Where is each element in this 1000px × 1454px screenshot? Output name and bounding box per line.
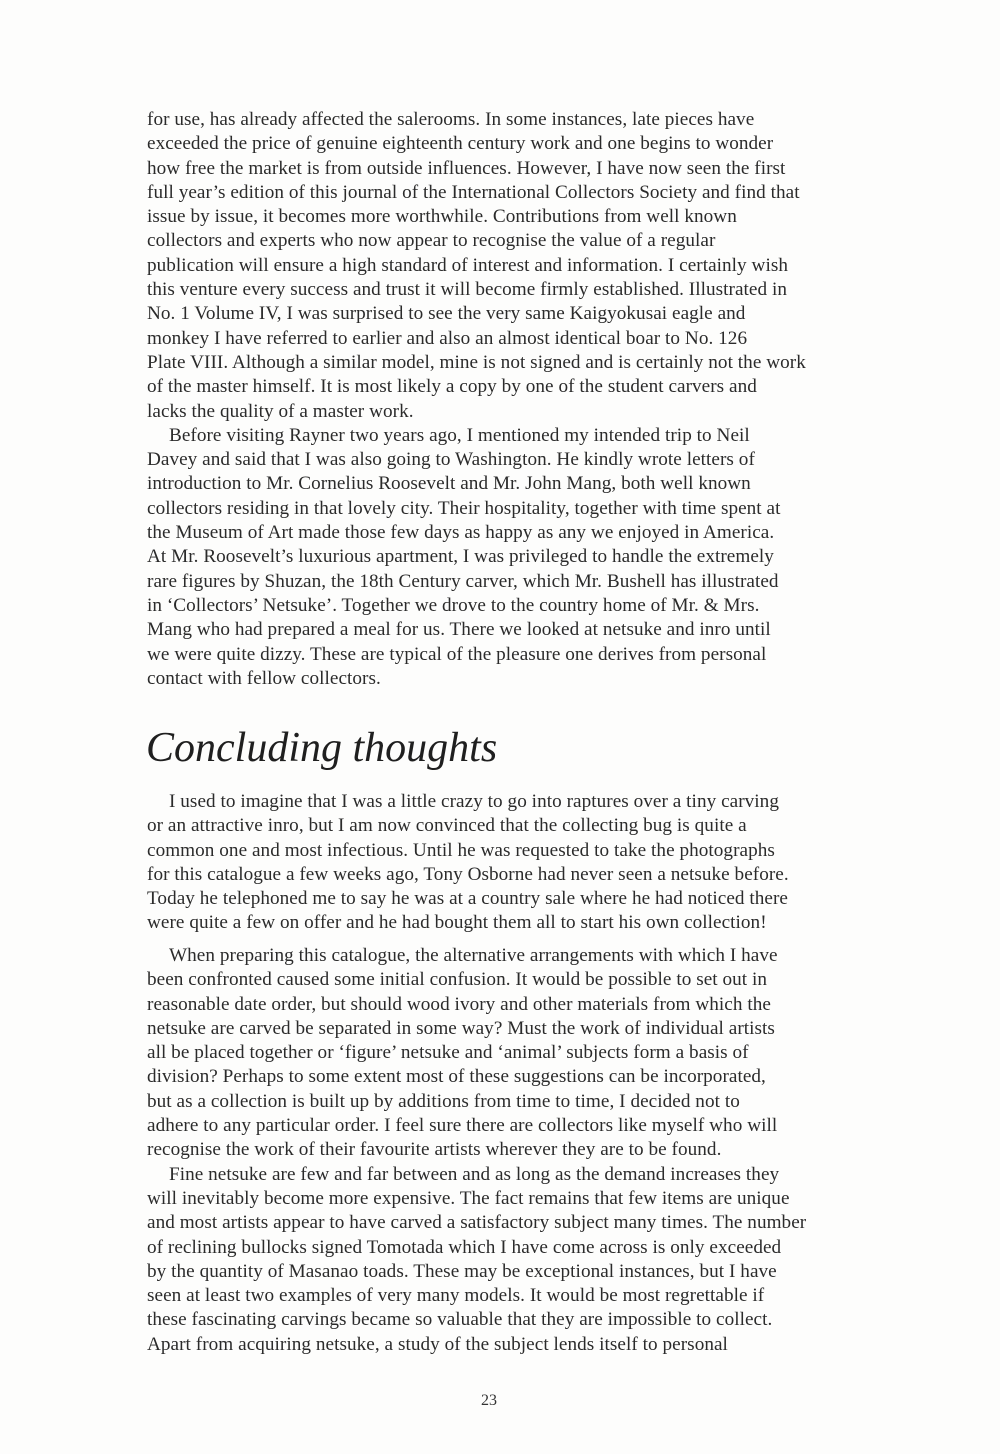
text-line: but as a collection is built up by additions from time to time, I decided not to	[147, 1090, 740, 1112]
text-line: we were quite dizzy. These are typical of the pleasure one derives from personal	[147, 643, 767, 665]
text-line: Plate VIII. Although a similar model, mine is not signed and is certainly not the work	[147, 351, 806, 373]
text-line: division? Perhaps to some extent most of these suggestions can be incorporated,	[147, 1066, 766, 1088]
text-line: When preparing this catalogue, the alternative arrangements with which I have	[169, 945, 778, 966]
text-line: contact with fellow collectors.	[147, 667, 381, 689]
text-line: Fine netsuke are few and far between and as long as the demand increases they	[169, 1163, 780, 1185]
text-line: all be placed together or ‘figure’ netsuke and ‘animal’ subjects form a basis of	[147, 1042, 749, 1064]
text-line: seen at least two examples of very many models. It would be most regrettable if	[147, 1285, 765, 1307]
paragraph-collecting-bug	[147, 790, 873, 936]
text-line: exceeded the price of genuine eighteenth century work and one begins to wonder	[147, 133, 774, 155]
text-line: and most artists appear to have carved a satisfactory subject many times. The number	[147, 1212, 807, 1234]
text-line: were quite a few on offer and he had bought them all to start his own collection!	[147, 912, 767, 934]
text-line: for use, has already affected the salerooms. In some instances, late pieces have	[147, 109, 755, 130]
text-line: this venture every success and trust it will become firmly established. Illustrated in	[147, 279, 787, 301]
paragraph-saleroom-journal	[147, 108, 873, 424]
text-line: recognise the work of their favourite artists wherever they are to be found.	[147, 1139, 722, 1161]
text-line: will inevitably become more expensive. The fact remains that few items are unique	[147, 1187, 790, 1209]
text-line: lacks the quality of a master work.	[147, 400, 414, 422]
text-line: the Museum of Art made those few days as happy as any we enjoyed in America.	[147, 522, 775, 544]
text-line: by the quantity of Masanao toads. These may be exceptional instances, but I have	[147, 1260, 777, 1282]
text-line: these fascinating carvings became so valuable that they are impossible to collect.	[147, 1309, 773, 1331]
text-block-final	[147, 944, 873, 1357]
text-line: common one and most infectious. Until he was requested to take the photographs	[147, 839, 775, 861]
paragraph-washington-visit	[147, 424, 873, 691]
text-line: how free the market is from outside influences. However, I have now seen the first	[147, 157, 786, 179]
text-line: for this catalogue a few weeks ago, Tony Osborne had never seen a netsuke before.	[147, 863, 789, 885]
text-line: of the master himself. It is most likely a copy by one of the student carvers and	[147, 376, 757, 398]
text-line: collectors residing in that lovely city. Their hospitality, together with time spent at	[147, 497, 781, 519]
text-line: introduction to Mr. Cornelius Roosevelt and Mr. John Mang, both well known	[147, 473, 751, 495]
text-line: reasonable date order, but should wood ivory and other materials from which the	[147, 993, 771, 1015]
text-line: in ‘Collectors’ Netsuke’. Together we drove to the country home of Mr. & Mrs.	[147, 594, 760, 616]
text-line: of reclining bullocks signed Tomotada which I have come across is only exceeded	[147, 1236, 782, 1258]
paragraph-catalogue-arrangement	[147, 944, 873, 1163]
text-line: No. 1 Volume IV, I was surprised to see the very same Kaigyokusai eagle and	[147, 303, 746, 325]
text-line: collectors and experts who now appear to recognise the value of a regular	[147, 230, 716, 252]
paragraph-fine-netsuke	[147, 1163, 873, 1357]
text-line: netsuke are carved be separated in some way? Must the work of individual artists	[147, 1017, 775, 1039]
text-line: Mang who had prepared a meal for us. There we looked at netsuke and inro until	[147, 619, 771, 641]
page-number: 23	[481, 1392, 497, 1409]
text-line: monkey I have referred to earlier and also an almost identical boar to No. 126	[147, 327, 748, 349]
text-line: been confronted caused some initial confusion. It would be possible to set out in	[147, 969, 768, 991]
text-line: Davey and said that I was also going to Washington. He kindly wrote letters of	[147, 449, 755, 471]
text-line: Today he telephoned me to say he was at a country sale where he had noticed there	[147, 888, 788, 910]
text-line: Apart from acquiring netsuke, a study of the subject lends itself to personal	[147, 1333, 728, 1355]
text-line: issue by issue, it becomes more worthwhile. Contributions from well known	[147, 206, 737, 228]
text-line: adhere to any particular order. I feel sure there are collectors like myself who will	[147, 1115, 778, 1137]
text-line: or an attractive inro, but I am now convinced that the collecting bug is quite a	[147, 815, 747, 837]
text-line: full year’s edition of this journal of the International Collectors Society and find that	[147, 181, 800, 203]
section-heading: Concluding thoughts	[146, 725, 498, 771]
text-block-after-heading	[147, 790, 873, 936]
text-line: At Mr. Roosevelt’s luxurious apartment, I was privileged to handle the extremely	[147, 546, 774, 568]
text-block-before-heading	[147, 108, 873, 691]
text-line: Before visiting Rayner two years ago, I mentioned my intended trip to Neil	[169, 424, 750, 446]
text-line: publication will ensure a high standard of interest and information. I certainly wish	[147, 254, 788, 276]
text-line: I used to imagine that I was a little crazy to go into raptures over a tiny carving	[169, 791, 779, 812]
text-line: rare figures by Shuzan, the 18th Century carver, which Mr. Bushell has illustrated	[147, 570, 779, 592]
